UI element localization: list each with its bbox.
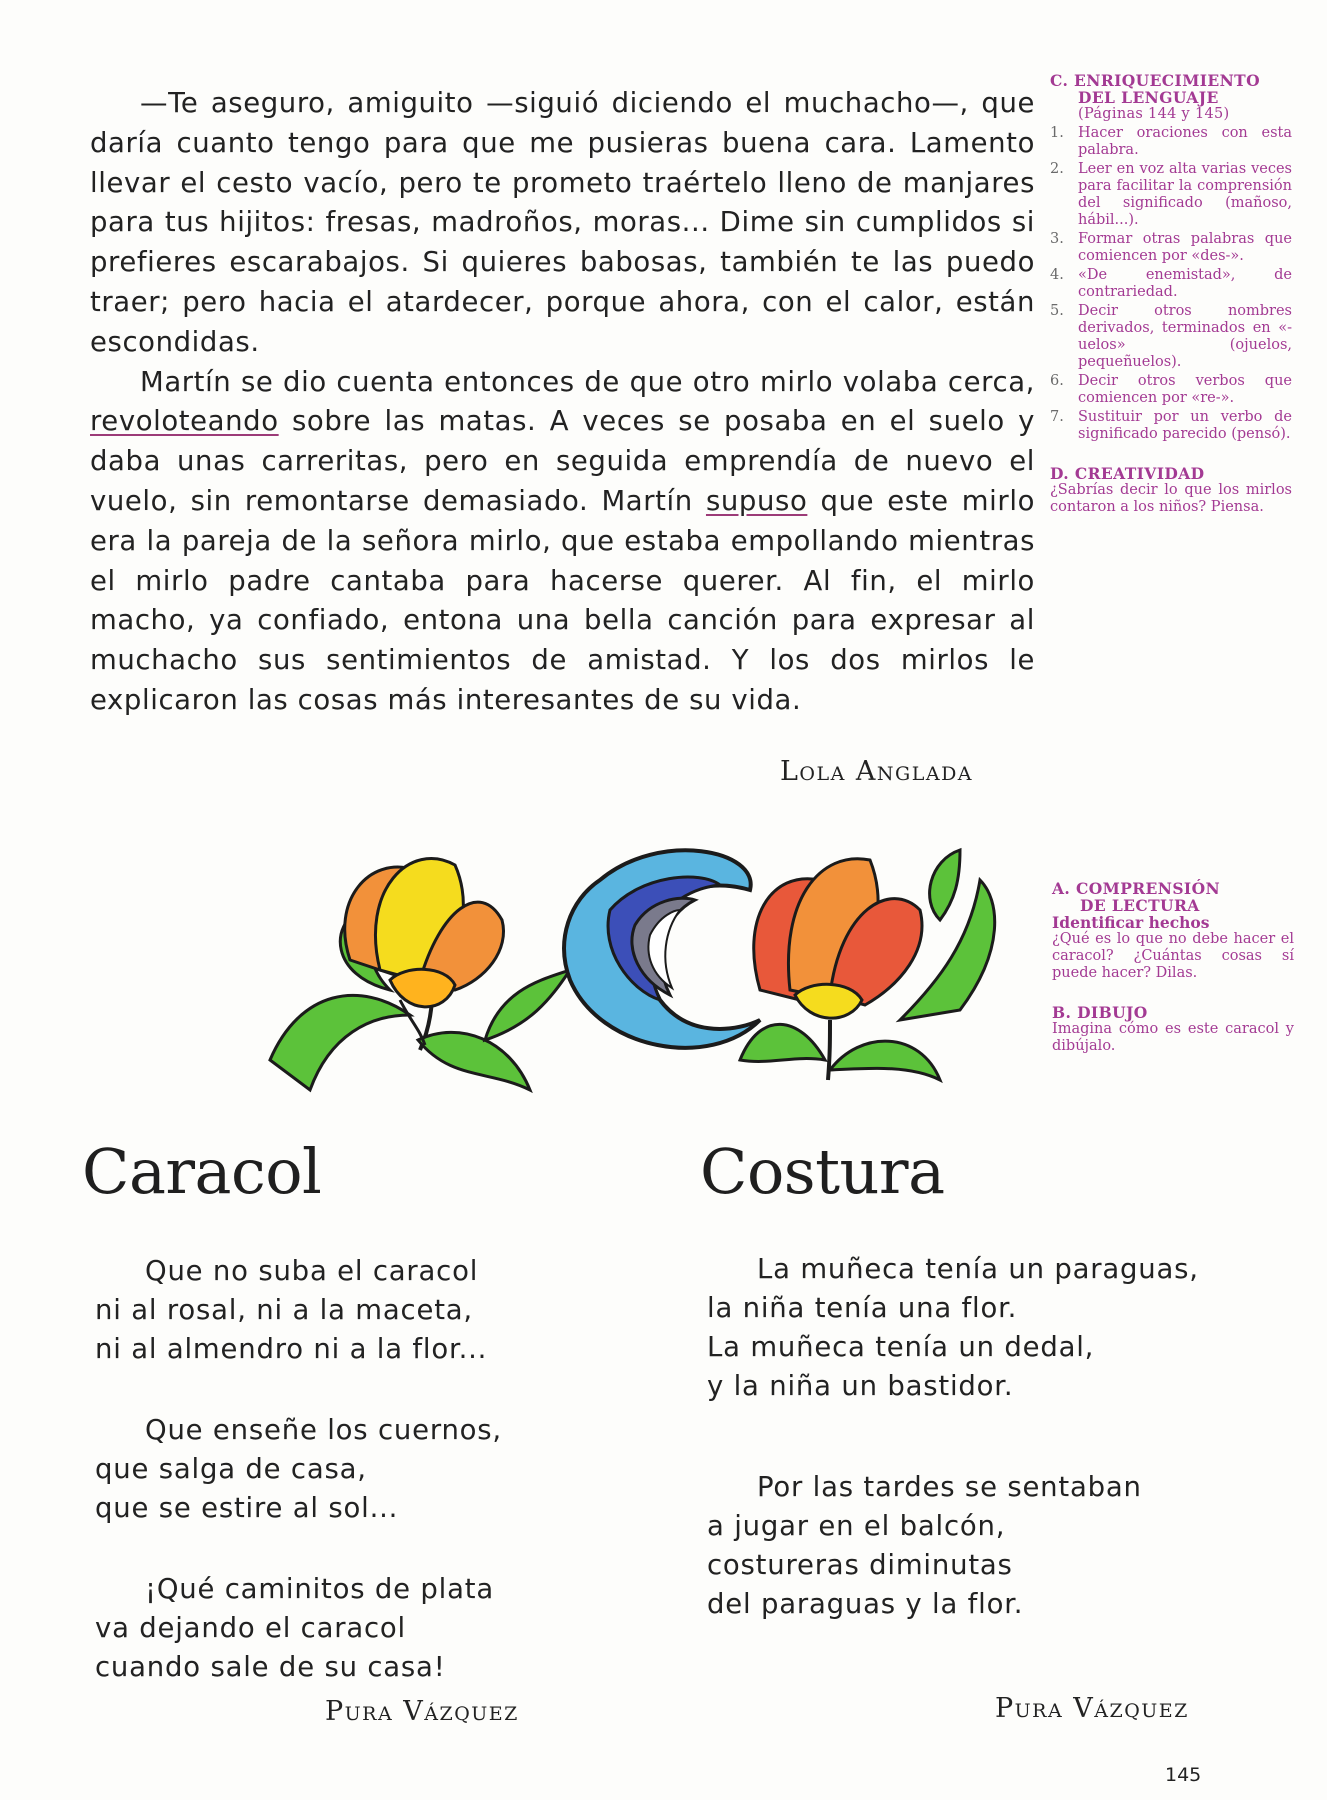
enrichment-item-number: 4.: [1050, 267, 1064, 283]
poem-line: Por las tardes se sentaban: [757, 1471, 1142, 1503]
enrichment-item: [1050, 125, 1292, 159]
enrichment-item-number: 6.: [1050, 373, 1064, 389]
enrichment-item-text: Decir otros nombres derivados, terminados en «-uelos» (ojuelos, pequeñuelos).: [1078, 303, 1292, 370]
story-paragraph-2: [90, 363, 1035, 721]
poem-line: va dejando el caracol: [95, 1612, 407, 1644]
enrichment-item: [1050, 231, 1292, 265]
poem-line: que se estire al sol...: [95, 1492, 399, 1524]
poem-line: La muñeca tenía un paraguas,: [757, 1253, 1199, 1285]
section-c-pages: (Páginas 144 y 145): [1078, 106, 1230, 122]
poem-line: a jugar en el balcón,: [707, 1510, 1006, 1542]
margin-notes-top: [1050, 72, 1292, 516]
section-d: [1050, 465, 1292, 516]
margin-notes-bottom: [1052, 880, 1294, 1055]
poem-line: que salga de casa,: [95, 1453, 367, 1485]
enrichment-item: [1050, 303, 1292, 371]
enrichment-item: [1050, 267, 1292, 301]
poem-line: costureras diminutas: [707, 1549, 1013, 1581]
poem-caracol: [95, 1252, 502, 1729]
enrichment-item-text: Formar otras palabras que comiencen por «des-».: [1078, 231, 1292, 264]
poem-line: Que no suba el caracol: [145, 1255, 479, 1287]
enrichment-item-number: 2.: [1050, 161, 1064, 177]
section-d-heading: D. CREATIVIDAD: [1050, 464, 1205, 483]
section-a-heading-2: DE LECTURA: [1080, 896, 1200, 915]
section-a-subhead: Identificar hechos: [1052, 913, 1210, 932]
page-number: 145: [1165, 1764, 1202, 1786]
poem-costura: [707, 1250, 1199, 1666]
poem-line: ni al rosal, ni a la maceta,: [95, 1294, 473, 1326]
enrichment-list: [1050, 125, 1292, 443]
poem-costura-author: Pura Vázquez: [995, 1693, 1189, 1724]
section-b-heading: B. DIBUJO: [1052, 1003, 1148, 1022]
section-c-heading-1: C. ENRIQUECIMIENTO: [1050, 71, 1261, 90]
poem-line: Que enseñe los cuernos,: [145, 1414, 502, 1446]
poem-stanza: [95, 1570, 502, 1687]
story-paragraph-2-text-c: que este mirlo era la pareja de la señora mirlo, que estaba empollando mientras el mirlo padre cantaba para hacerse querer. Al fin, el mirlo macho, ya confiado, entona una bella canción para expresar al muchacho sus sentimientos de amistad. Y los dos mirlos le explicaron las cosas más interesantes de su vida.: [90, 484, 1035, 716]
enrichment-item-text: Decir otros verbos que comiencen por «re-».: [1078, 373, 1292, 406]
poem-title-costura: Costura: [700, 1135, 945, 1208]
story-paragraph-2-text-b: sobre las matas. A veces se posaba en el suelo y daba unas carreritas, pero en seguida emprendía de nuevo el vuelo, sin remontarse demasiado. Martín: [90, 405, 1035, 517]
poem-line: y la niña un bastidor.: [707, 1370, 1014, 1402]
poem-line: del paraguas y la flor.: [707, 1588, 1024, 1620]
enrichment-item-text: Hacer oraciones con esta palabra.: [1078, 125, 1292, 158]
section-c-heading-2: DEL LENGUAJE: [1078, 88, 1219, 107]
poem-line: cuando sale de su casa!: [95, 1651, 446, 1683]
enrichment-item: [1050, 373, 1292, 407]
enrichment-item-number: 3.: [1050, 231, 1064, 247]
poem-line: la niña tenía una flor.: [707, 1292, 1018, 1324]
poem-line: ni al almendro ni a la flor...: [95, 1333, 488, 1365]
poem-stanza: [95, 1411, 502, 1528]
enrichment-item-text: Leer en voz alta varias veces para facilitar la comprensión del significado (mañoso, hábil...).: [1078, 161, 1292, 228]
enrichment-item-number: 7.: [1050, 409, 1064, 425]
story-paragraph-1: [90, 84, 1035, 363]
enrichment-item-text: Sustituir por un verbo de significado parecido (pensó).: [1078, 409, 1292, 442]
poem-title-caracol: Caracol: [82, 1135, 322, 1208]
story-author: Lola Anglada: [780, 756, 974, 787]
section-d-text: ¿Sabrías decir lo que los mirlos contaron a los niños? Piensa.: [1050, 482, 1292, 515]
section-a-heading-1: A. COMPRENSIÓN: [1052, 879, 1221, 898]
enrichment-item: [1050, 161, 1292, 229]
enrichment-item-text: «De enemistad», de contrariedad.: [1078, 267, 1292, 300]
underlined-word-revoloteando: revoloteando: [90, 405, 279, 438]
enrichment-item-number: 1.: [1050, 125, 1064, 141]
poem-line: ¡Qué caminitos de plata: [145, 1573, 495, 1605]
section-b-text: Imagina cómo es este caracol y dibújalo.: [1052, 1021, 1294, 1054]
crescent-moon: [564, 850, 760, 1047]
enrichment-item: [1050, 409, 1292, 443]
story-paragraph-2-text-a: Martín se dio cuenta entonces de que otro mirlo volaba cerca,: [140, 365, 1035, 398]
underlined-word-supuso: supuso: [705, 484, 808, 517]
poem-caracol-author: Pura Vázquez: [325, 1696, 519, 1727]
poem-stanza: [95, 1252, 502, 1369]
poem-line: La muñeca tenía un dedal,: [707, 1331, 1095, 1363]
section-a-text: ¿Qué es lo que no debe hacer el caracol? ¿Cuántas cosas sí puede hacer? Dilas.: [1052, 931, 1294, 981]
poem-stanza: [707, 1468, 1199, 1624]
story-paragraph-1-text: —Te aseguro, amiguito —siguió diciendo el muchacho—, que daría cuanto tengo para que me pusieras buena cara. Lamento llevar el cesto vacío, pero te prometo traértelo lleno de manjares para tus hijitos: fresas, madroños, moras... Dime sin cumplidos si prefieres escarabajos. Si quieres babosas, también te las puedo traer; pero hacia el atardecer, porque ahora, con el calor, están escondidas.: [90, 87, 1035, 358]
section-b: [1052, 1004, 1294, 1055]
story-text: [90, 84, 1035, 721]
flowers-moon-illustration: [240, 840, 1020, 1110]
poem-stanza: [707, 1250, 1199, 1406]
enrichment-item-number: 5.: [1050, 303, 1064, 319]
